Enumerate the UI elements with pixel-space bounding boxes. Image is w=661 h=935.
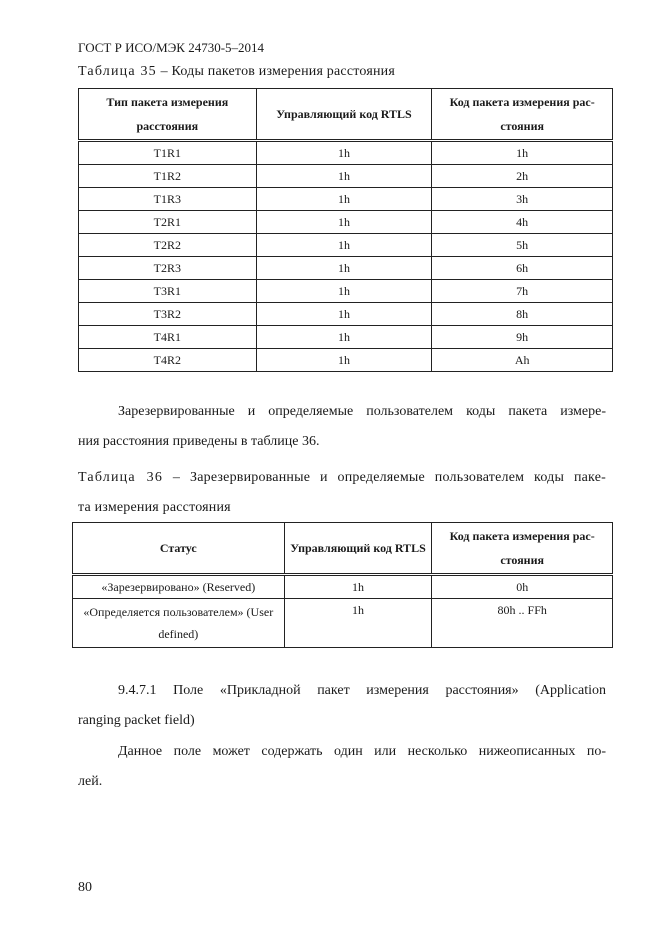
paragraph-section-9-4-7-1 (78, 676, 606, 736)
cell-rtls-code: 1h (256, 303, 432, 326)
cell-packet-code: 8h (432, 303, 613, 326)
cell-packet-code: 7h (432, 280, 613, 303)
table-35-header-row (79, 89, 613, 141)
cell-packet-code: 2h (432, 165, 613, 188)
cell-packet-type: T2R3 (79, 257, 257, 280)
cell-rtls-code: 1h (256, 257, 432, 280)
cell-packet-type: T4R2 (79, 349, 257, 372)
cell-packet-type: T4R1 (79, 326, 257, 349)
table-row (79, 141, 613, 165)
table-36-caption-label: Таблица 36 (78, 470, 164, 485)
table-36-caption-title: – Зарезервированные и определяемые пользователем коды паке- (163, 470, 606, 485)
cell-packet-code: 1h (432, 141, 613, 165)
caption-line (78, 463, 606, 493)
cell-packet-type: T1R2 (79, 165, 257, 188)
cell-packet-type: T2R2 (79, 234, 257, 257)
header-rtls-control-code: Управляющий код RTLS (256, 89, 432, 141)
table-row (79, 188, 613, 211)
cell-rtls-code: 1h (256, 211, 432, 234)
paragraph-line: Зарезервированные и определяемые пользователем коды пакета измере- (118, 404, 606, 419)
header-rtls-control-code: Управляющий код RTLS (284, 523, 432, 575)
cell-rtls-code: 1h (256, 349, 432, 372)
paragraph-line: Данное поле может содержать один или несколько нижеописанных по- (118, 744, 606, 759)
cell-packet-type: T3R2 (79, 303, 257, 326)
cell-rtls-code: 1h (284, 575, 432, 599)
table-35-caption-title: – Коды пакетов измерения расстояния (156, 64, 395, 79)
header-ranging-packet-code: Код пакета измерения рас-стояния (432, 89, 613, 141)
cell-packet-code: 9h (432, 326, 613, 349)
table-row (79, 234, 613, 257)
cell-packet-code: 80h .. FFh (432, 599, 613, 648)
table-row (79, 326, 613, 349)
paragraph-line: лей. (78, 774, 103, 789)
cell-packet-type: T1R1 (79, 141, 257, 165)
paragraph-line: ranging packet field) (78, 713, 195, 728)
cell-packet-code: 5h (432, 234, 613, 257)
page-number: 80 (78, 880, 92, 895)
cell-rtls-code: 1h (256, 326, 432, 349)
table-row (73, 599, 613, 648)
cell-rtls-code: 1h (284, 599, 432, 648)
cell-packet-code: Ah (432, 349, 613, 372)
table-36-caption (78, 463, 606, 523)
table-36-header-row (73, 523, 613, 575)
cell-packet-type: T3R1 (79, 280, 257, 303)
cell-packet-type: T1R3 (79, 188, 257, 211)
table-35-caption (78, 64, 395, 80)
cell-rtls-code: 1h (256, 141, 432, 165)
paragraph-reserved-codes (78, 397, 606, 457)
cell-status: «Зарезервировано» (Reserved) (73, 575, 285, 599)
table-35 (78, 88, 613, 372)
cell-rtls-code: 1h (256, 188, 432, 211)
cell-packet-code: 0h (432, 575, 613, 599)
caption-line: та измерения расстояния (78, 500, 231, 515)
table-35-caption-label: Таблица 35 (78, 64, 157, 79)
cell-rtls-code: 1h (256, 234, 432, 257)
cell-packet-code: 4h (432, 211, 613, 234)
header-packet-type: Тип пакета измерения расстояния (79, 89, 257, 141)
document-header: ГОСТ Р ИСО/МЭК 24730-5–2014 (78, 40, 265, 55)
paragraph-line: 9.4.7.1 Поле «Прикладной пакет измерения расстояния» (Application (118, 683, 606, 698)
paragraph-line: ния расстояния приведены в таблице 36. (78, 434, 320, 449)
cell-rtls-code: 1h (256, 165, 432, 188)
cell-packet-code: 6h (432, 257, 613, 280)
header-ranging-packet-code: Код пакета измерения рас-стояния (432, 523, 613, 575)
table-row (79, 303, 613, 326)
cell-packet-type: T2R1 (79, 211, 257, 234)
table-row (79, 165, 613, 188)
table-row (79, 257, 613, 280)
paragraph-field-content (78, 737, 606, 797)
cell-packet-code: 3h (432, 188, 613, 211)
cell-status: «Определяется пользователем» (User defined) (73, 599, 285, 648)
table-row (79, 349, 613, 372)
table-row (79, 280, 613, 303)
table-row (73, 575, 613, 599)
table-36 (72, 522, 613, 648)
table-row (79, 211, 613, 234)
header-status: Статус (73, 523, 285, 575)
cell-rtls-code: 1h (256, 280, 432, 303)
